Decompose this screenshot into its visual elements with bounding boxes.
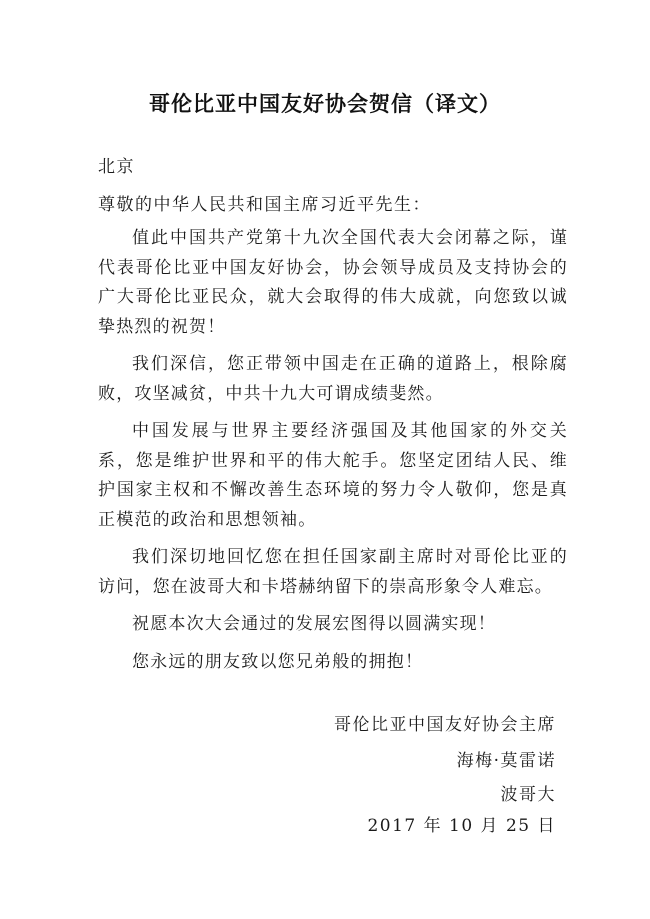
signature-city: 波哥大 [500,785,556,805]
paragraph: 中国发展与世界主要经济强国及其他国家的外交关系，您是维护世界和平的伟大舵手。您坚定团结人民、维护国家主权和不懈改善生态环境的努力令人敬仰，您是真正模范的政治和思想领袖。 [98,421,568,530]
signature-name: 海梅·莫雷诺 [456,751,556,771]
paragraph: 祝愿本次大会通过的发展宏图得以圆满实现！ [132,614,496,634]
paragraph: 值此中国共产党第十九次全国代表大会闭幕之际，谨代表哥伦比亚中国友好协会，协会领导成员及支持协会的广大哥伦比亚民众，就大会取得的伟大成就，向您致以诚挚热烈的祝贺！ [98,228,568,337]
signature-date: 2017 年 10 月 25 日 [367,816,556,836]
paragraph: 您永远的朋友致以您兄弟般的拥抱！ [132,651,424,672]
paragraph: 我们深信，您正带领中国走在正确的道路上，根除腐败，攻坚减贫，中共十九大可谓成绩斐然。 [98,354,568,404]
addressee: 尊敬的中华人民共和国主席习近平先生： [98,195,431,215]
paragraph: 我们深切地回忆您在担任国家副主席时对哥伦比亚的访问，您在波哥大和卡塔赫纳留下的崇高形象令人难忘。 [98,547,568,597]
addressee-city: 北京 [98,157,135,177]
letter-body [98,224,568,685]
signature-org-title: 哥伦比亚中国友好协会主席 [334,715,556,735]
letter-title: 哥伦比亚中国友好协会贺信（译文） [149,92,501,116]
